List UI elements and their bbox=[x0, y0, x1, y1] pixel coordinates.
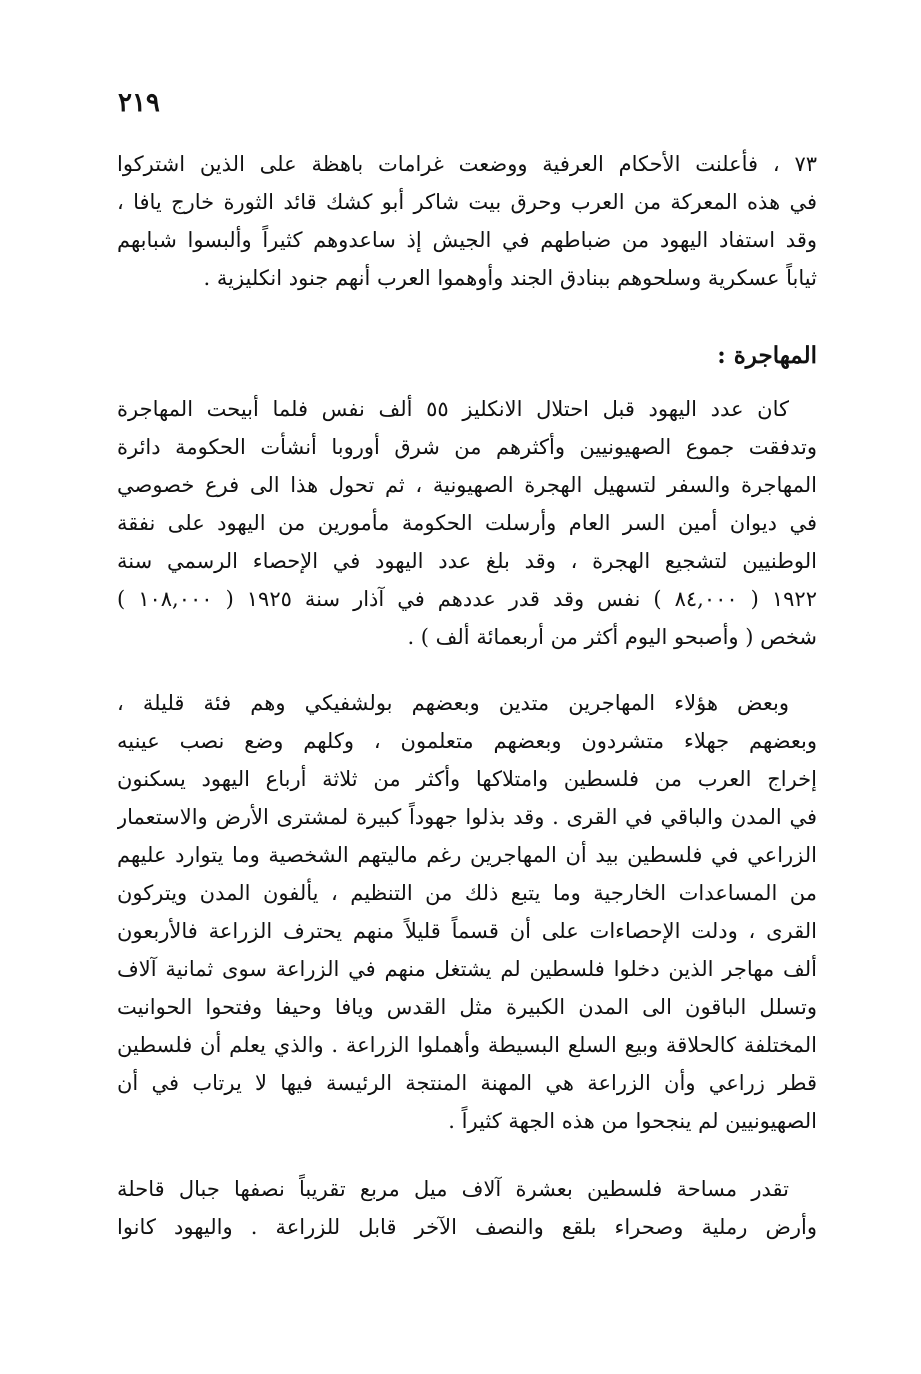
text-line: وبعضهم جهلاء متشردون وبعضهم متعلمون ، وكلهم وضع نصب عينيه bbox=[117, 729, 817, 753]
paragraph-continuation bbox=[117, 145, 817, 297]
text-line: وتدفقت جموع الصهيونيين وأكثرهم من شرق أوروبا أنشأت الحكومة دائرة bbox=[117, 435, 817, 459]
text-line: وبعض هؤلاء المهاجرين متدين وبعضهم بولشفيكي وهم فئة قليلة ، bbox=[117, 691, 789, 715]
text-line: المهاجرة والسفر لتسهيل الهجرة الصهيونية ، ثم تحول هذا الى فرع خصوصي bbox=[117, 473, 817, 497]
text-line: الوطنيين لتشجيع الهجرة ، وقد بلغ عدد اليهود في الإحصاء الرسمي سنة bbox=[117, 549, 817, 573]
text-line: ١٩٢٢ ( ٨٤,٠٠٠ ) نفس وقد قدر عددهم في آذار سنة ١٩٢٥ ( ١٠٨,٠٠٠ ) bbox=[117, 587, 817, 611]
text-line: الصهيونيين لم ينجحوا من هذه الجهة كثيراً . bbox=[448, 1109, 817, 1133]
text-line: المختلفة كالحلاقة وبيع السلع البسيطة وأهملوا الزراعة . والذي يعلم أن فلسطين bbox=[117, 1033, 817, 1057]
text-line: في هذه المعركة من العرب وحرق بيت شاكر أبو كشك قائد الثورة خارج يافا ، bbox=[117, 190, 817, 214]
text-line: تقدر مساحة فلسطين بعشرة آلاف ميل مربع تقريباً نصفها جبال قاحلة bbox=[117, 1177, 789, 1201]
text-line: ٧٣ ، فأعلنت الأحكام العرفية ووضعت غرامات باهظة على الذين اشتركوا bbox=[117, 152, 817, 176]
text-line: في ديوان أمين السر العام وأرسلت الحكومة مأمورين من اليهود على نفقة bbox=[117, 511, 817, 535]
text-line: وتسلل الباقون الى المدن الكبيرة مثل القدس ويافا وحيفا وفتحوا الحوانيت bbox=[117, 995, 817, 1019]
text-line: الزراعي في فلسطين بيد أن المهاجرين رغم ماليتهم الشخصية وما يتوارد عليهم bbox=[117, 843, 817, 867]
text-line: كان عدد اليهود قبل احتلال الانكليز ٥٥ ألف نفس فلما أبيحت المهاجرة bbox=[117, 397, 789, 421]
text-line: قطر زراعي وأن الزراعة هي المهنة المنتجة الرئيسة فيها لا يرتاب في أن bbox=[117, 1071, 817, 1095]
text-line: ألف مهاجر الذين دخلوا فلسطين لم يشتغل منهم في الزراعة سوى ثمانية آلاف bbox=[117, 957, 817, 981]
paragraph-immigrants bbox=[117, 684, 817, 1140]
text-line: وأرض رملية وصحراء بلقع والنصف الآخر قابل للزراعة . واليهود كانوا bbox=[117, 1215, 817, 1239]
paragraph-land-area bbox=[117, 1170, 817, 1246]
text-line: القرى ، ودلت الإحصاءات على أن قسماً قليلاً منهم يحترف الزراعة فالأربعون bbox=[117, 919, 817, 943]
section-heading: المهاجرة : bbox=[717, 342, 817, 369]
paragraph-jewish-population bbox=[117, 390, 817, 656]
text-line: في المدن والباقي في القرى . وقد بذلوا جهوداً كبيرة لمشترى الأرض والاستعمار bbox=[117, 805, 817, 829]
text-line: من المساعدات الخارجية وما يتبع ذلك من التنظيم ، يألفون المدن ويتركون bbox=[117, 881, 817, 905]
page-number: ٢١٩ bbox=[118, 88, 160, 118]
text-line: وقد استفاد اليهود من ضباطهم في الجيش إذ ساعدوهم كثيراً وألبسوا شبابهم bbox=[117, 228, 817, 252]
text-line: شخص ( وأصبحو اليوم أكثر من أربعمائة ألف ) . bbox=[407, 625, 817, 649]
text-line: إخراج العرب من فلسطين وامتلاكها وأكثر من ثلاثة أرباع اليهود يسكنون bbox=[117, 767, 817, 791]
text-line: ثياباً عسكرية وسلحوهم ببنادق الجند وأوهموا العرب أنهم جنود انكليزية . bbox=[203, 266, 817, 290]
